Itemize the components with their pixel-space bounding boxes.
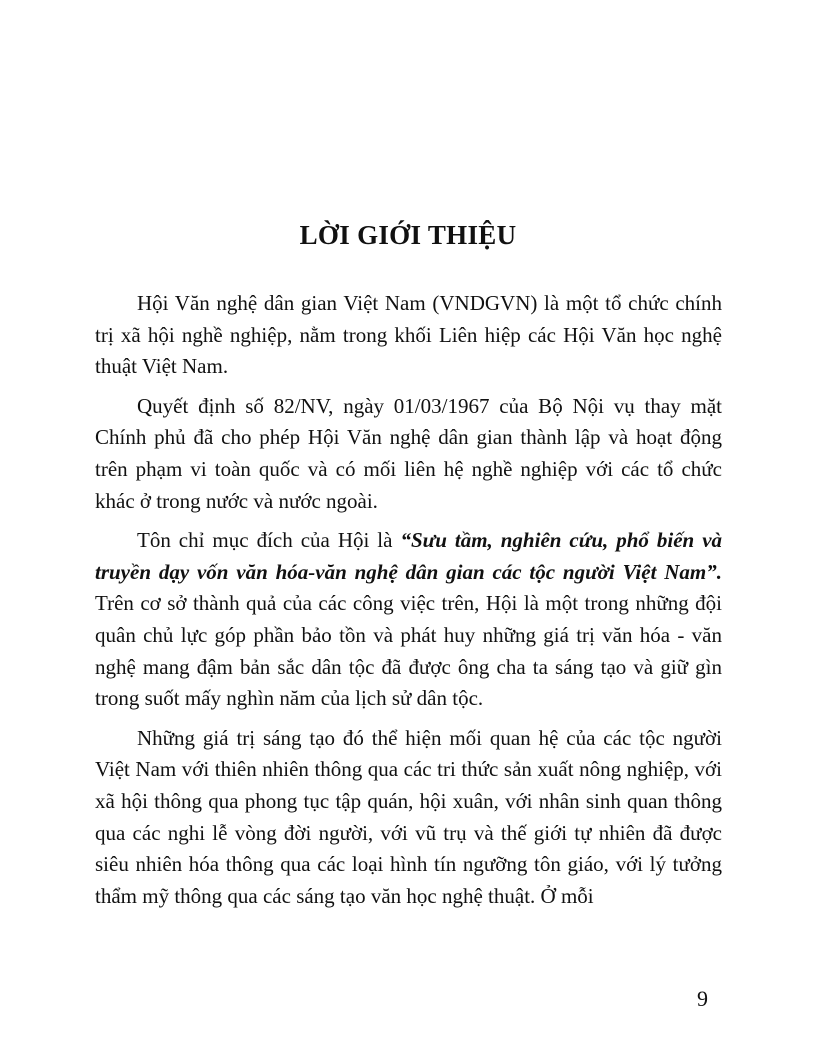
- paragraph-3-rest: Trên cơ sở thành quả của các công việc trên, Hội là một trong những đội quân chủ lực góp phần bảo tồn và phát huy những giá trị văn hóa - văn nghệ mang đậm bản sắc dân tộc đã được ông cha ta sáng tạo và giữ gìn trong suốt mấy nghìn năm của lịch sử dân tộc.: [95, 591, 722, 711]
- paragraph-3-quote: “Sưu tầm, nghiên cứu, phổ biến và truyền dạy vốn văn hóa-văn nghệ dân gian các tộc người Việt Nam”.: [95, 528, 723, 584]
- paragraph-4: Những giá trị sáng tạo đó thể hiện mối quan hệ của các tộc người Việt Nam với thiên nhiên thông qua các tri thức sản xuất nông nghiệp, với xã hội thông qua phong tục tập quán, hội xuân, với nhân sinh quan thông qua các nghi lễ vòng đời người, với vũ trụ và thế giới tự nhiên đã được siêu nhiên hóa thông qua các loại hình tín ngưỡng tôn giáo, với lý tưởng thẩm mỹ thông qua các sáng tạo văn học nghệ thuật. Ở mỗi: [95, 725, 722, 908]
- page-number: 9: [697, 986, 708, 1011]
- paragraph-1: Hội Văn nghệ dân gian Việt Nam (VNDGVN) là một tổ chức chính trị xã hội nghề nghiệp, nằm trong khối Liên hiệp các Hội Văn học nghệ thuật Việt Nam.: [95, 291, 722, 379]
- page-title: LỜI GIỚI THIỆU: [299, 220, 517, 250]
- paragraph-3-intro: Tôn chỉ mục đích của Hội là: [137, 528, 401, 553]
- paragraph-2: Quyết định số 82/NV, ngày 01/03/1967 của Bộ Nội vụ thay mặt Chính phủ đã cho phép Hội Văn nghệ dân gian thành lập và hoạt động trên phạm vi toàn quốc và có mối liên hệ nghề nghiệp với các tổ chức khác ở trong nước và nước ngoài.: [95, 393, 722, 513]
- body-text: [95, 288, 722, 920]
- paragraph-3: [95, 525, 722, 715]
